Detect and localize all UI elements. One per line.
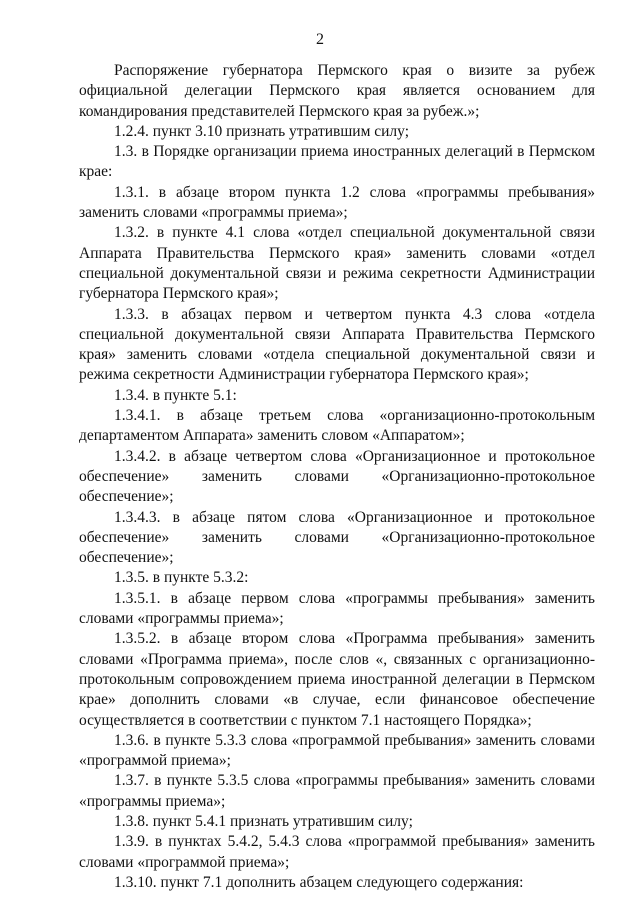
paragraph-1-3-5-2: 1.3.5.2. в абзаце втором слова «Программа пребывания» заменить словами «Программа приема», после слов «, связанных с организационно-протокольным сопровождением приема иностранной делегации в Пермском крае» дополнить словами «в случае, если финансовое обеспечение осуществляется в соответствии с пунктом 7.1 настоящего Порядка»; [79, 630, 595, 729]
paragraph-1-3-1: 1.3.1. в абзаце втором пункта 1.2 слова «программы пребывания» заменить словами «программы приема»; [79, 183, 595, 222]
paragraph-1-3-5: 1.3.5. в пункте 5.3.2: [114, 569, 249, 587]
paragraph-1-3-4-2: 1.3.4.2. в абзаце четвертом слова «Организационное и протокольное обеспечение» заменить словами «Организационно-протокольное обеспечение»; [79, 447, 595, 506]
paragraph-1-3-4-3: 1.3.4.3. в абзаце пятом слова «Организационное и протокольное обеспечение» заменить словами «Организационно-протокольное обеспечение»; [79, 508, 595, 567]
paragraph-1-2-4: 1.2.4. пункт 3.10 признать утратившим силу; [114, 122, 410, 140]
paragraph-1-3-2: 1.3.2. в пункте 4.1 слова «отдел специальной документальной связи Аппарата Правительства Пермского края» заменить словами «отдел специальной документальной связи и режима секретности Администрации губернатора Пермского края»; [79, 224, 595, 303]
paragraph-1-3-4-1: 1.3.4.1. в абзаце третьем слова «организационно-протокольным департаментом Аппарата» заменить словом «Аппаратом»; [79, 407, 595, 445]
paragraph-1-3-4: 1.3.4. в пункте 5.1: [114, 386, 237, 404]
paragraph-1-3-10: 1.3.10. пункт 7.1 дополнить абзацем следующего содержания: [114, 873, 524, 891]
paragraph-1-3-7: 1.3.7. в пункте 5.3.5 слова «программы пребывания» заменить словами «программы приема»; [79, 772, 595, 810]
paragraph-1-3-8: 1.3.8. пункт 5.4.1 признать утратившим силу; [114, 812, 413, 830]
paragraph-1-3: 1.3. в Порядке организации приема иностранных делегаций в Пермском крае: [79, 143, 595, 181]
paragraph-1-3-3: 1.3.3. в абзацах первом и четвертом пункта 4.3 слова «отдела специальной документальной связи Аппарата Правительства Пермского края» заменить словами «отдела специальной документальной связи и режима секретности Администрации губернатора Пермского края»; [79, 305, 595, 384]
document-body [79, 61, 595, 893]
page-number: 2 [316, 31, 324, 48]
paragraph-1-3-6: 1.3.6. в пункте 5.3.3 слова «программой пребывания» заменить словами «программой приема»; [79, 731, 595, 770]
paragraph-1-3-9: 1.3.9. в пунктах 5.4.2, 5.4.3 слова «программой пребывания» заменить словами «программой приема»; [79, 833, 595, 871]
paragraph-1-3-5-1: 1.3.5.1. в абзаце первом слова «программы пребывания» заменить словами «программы приема»; [79, 589, 595, 628]
paragraph-decree-continuation: Распоряжение губернатора Пермского края о визите за рубеж официальной делегации Пермского края является основанием для командирования представителей Пермского края за рубеж.»; [79, 62, 595, 120]
